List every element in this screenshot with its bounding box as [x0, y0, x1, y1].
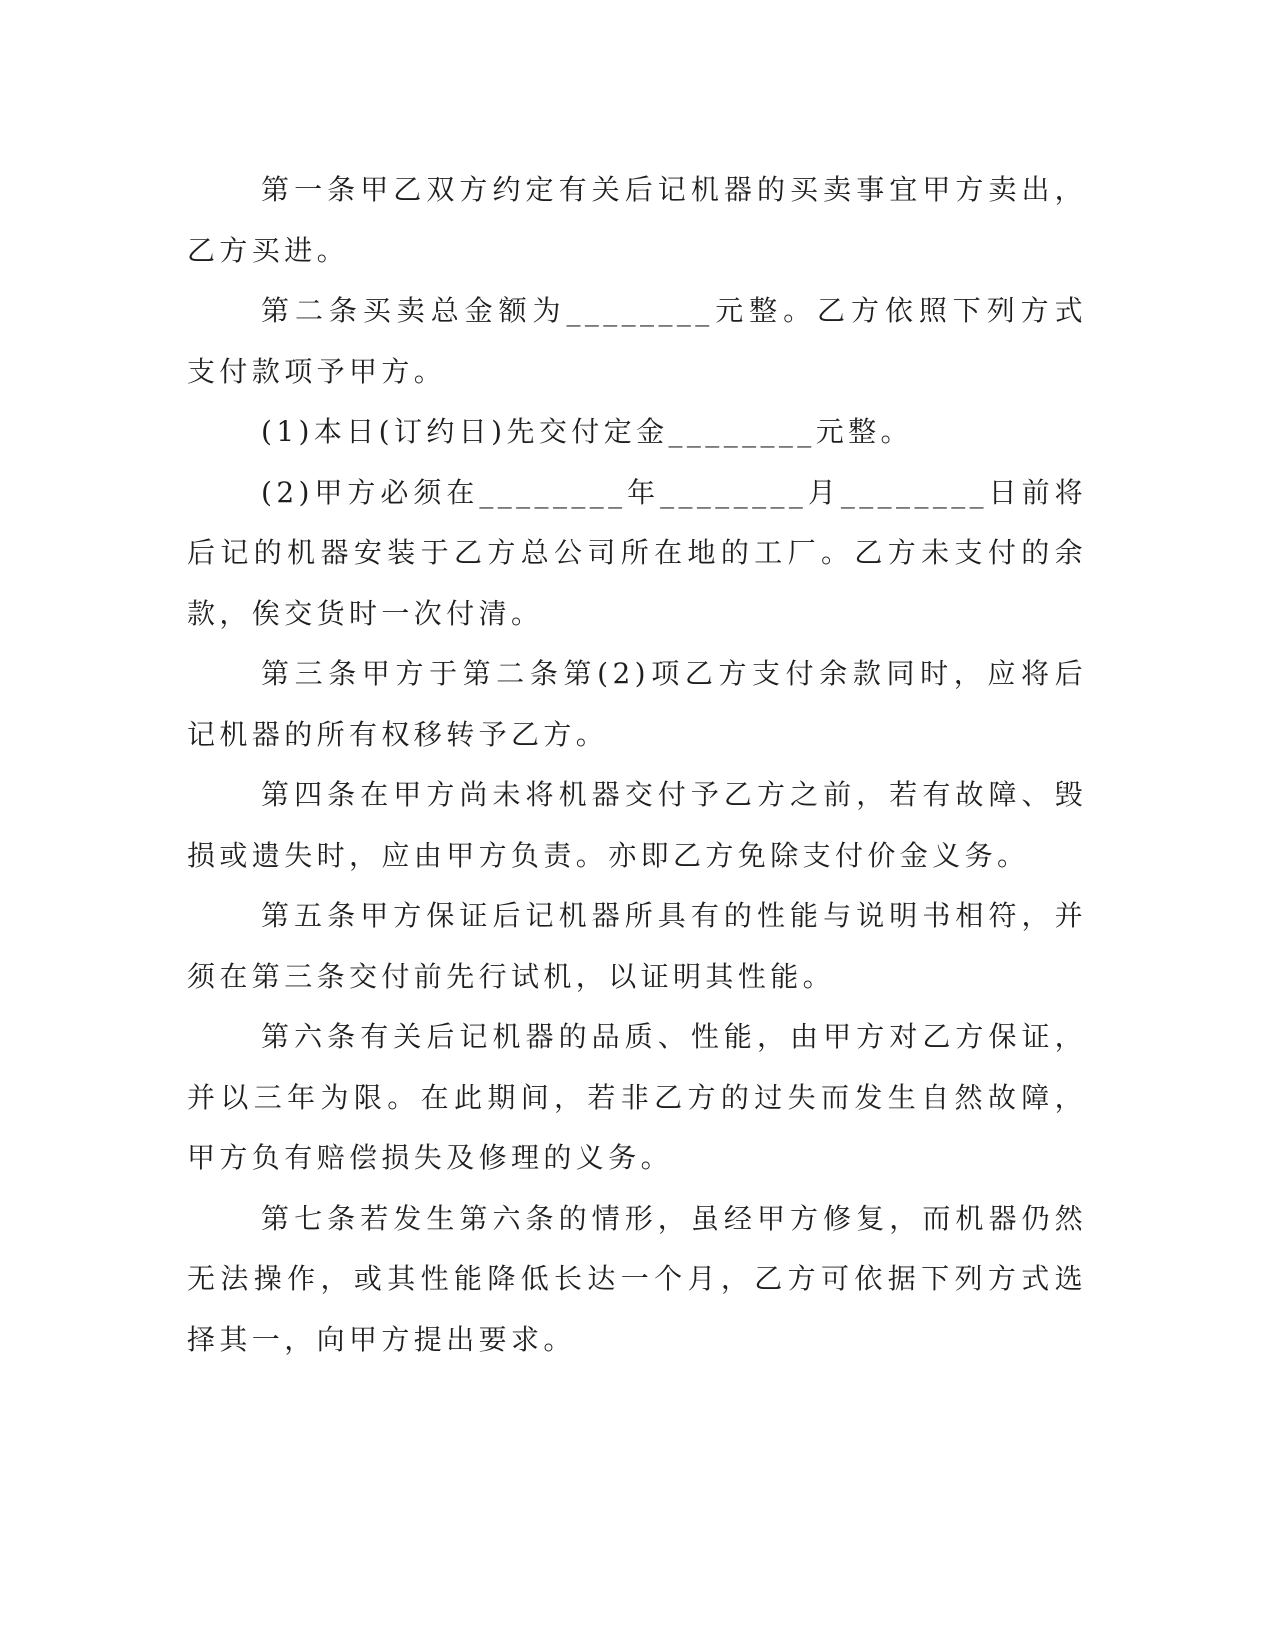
article-2-paragraph: 第二条买卖总金额为________元整。乙方依照下列方式支付款项予甲方。: [187, 294, 1087, 388]
article-5-paragraph: 第五条甲方保证后记机器所具有的性能与说明书相符，并须在第三条交付前先行试机，以证明其性能。: [187, 899, 1087, 993]
payment-item-1-paragraph: (1)本日(订约日)先交付定金________元整。: [261, 415, 913, 448]
payment-item-2-paragraph: (2)甲方必须在________年________月________日前将后记的机器安装于乙方总公司所在地的工厂。乙方未支付的余款，俟交货时一次付清。: [187, 475, 1087, 630]
article-7-paragraph: 第七条若发生第六条的情形，虽经甲方修复，而机器仍然无法操作，或其性能降低长达一个月，乙方可依据下列方式选择其一，向甲方提出要求。: [187, 1201, 1087, 1356]
article-4-paragraph: 第四条在甲方尚未将机器交付予乙方之前，若有故障、毁损或遗失时，应由甲方负责。亦即乙方免除支付价金义务。: [187, 778, 1087, 872]
article-1-paragraph: 第一条甲乙双方约定有关后记机器的买卖事宜甲方卖出，乙方买进。: [187, 173, 1087, 267]
article-3-paragraph: 第三条甲方于第二条第(2)项乙方支付余款同时，应将后记机器的所有权移转予乙方。: [187, 657, 1087, 751]
contract-body: [187, 160, 1087, 1370]
article-6-paragraph: 第六条有关后记机器的品质、性能，由甲方对乙方保证，并以三年为限。在此期间，若非乙方的过失而发生自然故障，甲方负有赔偿损失及修理的义务。: [187, 1020, 1087, 1174]
